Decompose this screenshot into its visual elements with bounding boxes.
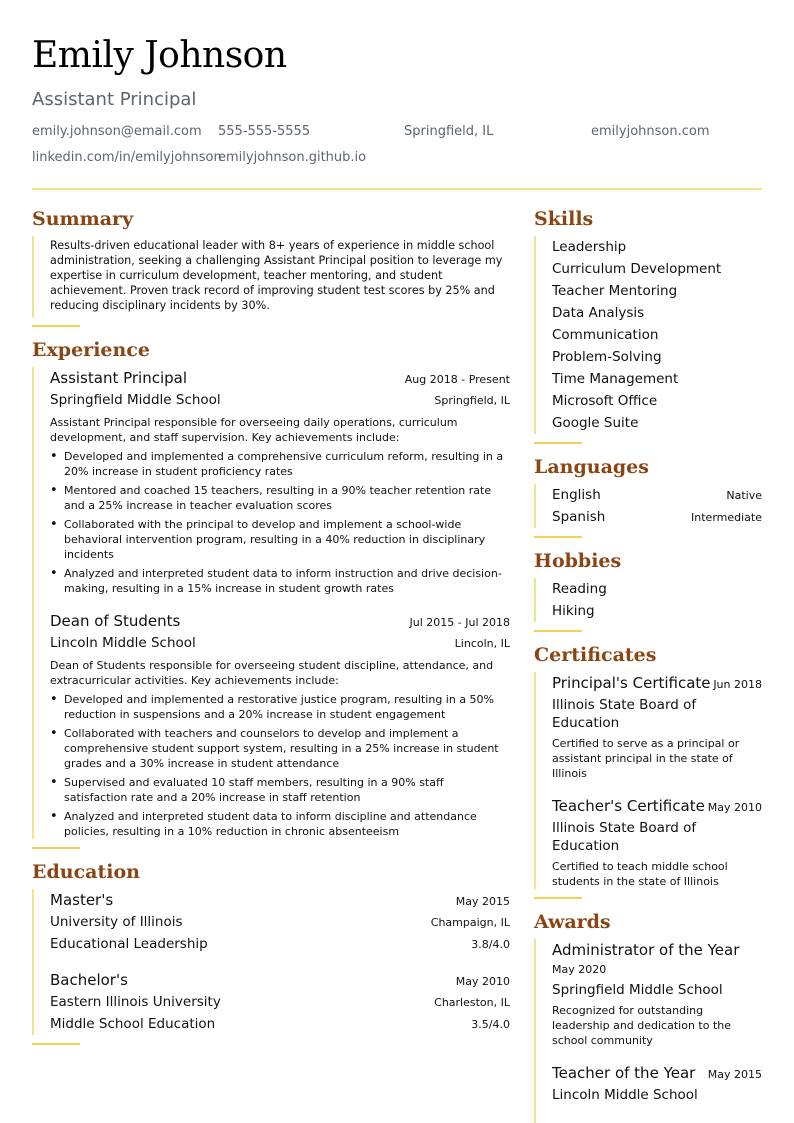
awards-section [534,909,762,1123]
main-column [32,206,510,1055]
language-level: Native [726,489,762,502]
linkedin-link[interactable]: linkedin.com/in/emilyjohnson [32,150,222,165]
job-location: Springfield, IL [434,394,510,407]
language-item [552,506,762,528]
skill-item: Leadership [552,239,627,255]
achievement-item: • Supervised and evaluated 10 staff members, resulting in a 90% staff satisfaction rate and a 20% increase in staff retention [50,775,510,805]
section-body [534,672,762,889]
section-end-bar [534,442,582,444]
summary-text: Results-driven educational leader with 8+ years of experience in middle school administration, seeking a challenging Assistant Principal position to leverage my expertise in curriculum development, teacher mentoring, and student achievement. Proven track record of improving student test scores by 25% and reducing disciplinary incidents by 30%. [50,239,503,312]
summary-section [32,206,510,327]
section-heading: Awards [534,911,611,933]
field-of-study: Educational Leadership [50,936,208,952]
field-of-study: Middle School Education [50,1016,216,1032]
hobby-item: Reading [552,581,607,597]
experience-section [32,337,510,849]
section-body [534,236,762,434]
section-end-bar [32,325,80,327]
candidate-title: Assistant Principal [32,89,197,110]
graduation-date: May 2015 [455,895,510,908]
skill-item: Microsoft Office [552,393,658,409]
award-entry [552,939,762,1048]
certificates-section [534,642,762,899]
certificate-date: May 2010 [707,801,762,814]
section-end-bar [32,1043,80,1045]
degree: Master's [50,891,114,909]
section-end-bar [534,536,582,538]
certificate-entry [552,672,762,781]
contact-info [32,124,762,176]
section-body [32,889,510,1035]
github-link[interactable]: emilyjohnson.github.io [218,150,367,165]
language-item [552,484,762,506]
award-entry [552,1062,762,1104]
achievement-item: • Analyzed and interpreted student data to inform instruction and drive decision-making, resulting in a 15% increase in student growth rates [50,566,510,596]
certificate-date: Jun 2018 [713,678,762,691]
section-body [32,367,510,839]
job-dates: Jul 2015 - Jul 2018 [409,616,510,629]
skill-item: Problem-Solving [552,349,662,365]
languages-section [534,454,762,538]
candidate-name: Emily Johnson [32,35,287,76]
section-end-bar [534,630,582,632]
certificate-description: Certified to serve as a principal or assistant principal in the state of Illinois [552,737,740,780]
experience-entry [50,610,510,839]
education-section [32,859,510,1045]
section-body [534,578,762,622]
certificate-issuer: Illinois State Board of Education [552,820,697,854]
job-description: Assistant Principal responsible for overseeing daily operations, curriculum development, and staff supervision. Key achievements include: [50,416,458,444]
section-heading: Languages [534,456,649,478]
section-end-bar [32,847,80,849]
award-name: Administrator of the Year [552,941,740,959]
skill-item: Data Analysis [552,305,645,321]
certificate-name: Teacher's Certificate [552,797,705,815]
graduation-date: May 2010 [455,975,510,988]
language-name: Spanish [552,509,606,525]
section-heading: Certificates [534,644,657,666]
phone-number: 555-555-5555 [218,124,311,139]
school-location: Charleston, IL [434,996,510,1009]
degree: Bachelor's [50,971,128,989]
achievement-item: • Mentored and coached 15 teachers, resulting in a 90% teacher retention rate and a 25% increase in teacher evaluation scores [50,483,510,513]
experience-entry [50,367,510,596]
achievement-item: • Developed and implemented a comprehensive curriculum reform, resulting in a 20% increase in student proficiency rates [50,449,510,479]
award-date: May 2015 [707,1068,762,1081]
education-entry [50,969,510,1035]
section-heading: Hobbies [534,550,622,572]
hobby-item: Hiking [552,603,595,619]
section-body [32,236,510,317]
section-heading: Skills [534,208,594,230]
achievement-item: • Collaborated with the principal to develop and implement a school-wide behavioral intervention program, resulting in a 40% reduction in disciplinary incidents [50,517,510,562]
job-title: Assistant Principal [50,369,188,387]
achievement-list [50,449,510,596]
school-location: Champaign, IL [430,916,510,929]
website-link[interactable]: emilyjohnson.com [591,124,710,139]
job-dates: Aug 2018 - Present [404,373,510,386]
award-description: Recognized for outstanding leadership and dedication to the school community [552,1004,732,1047]
skills-section [534,206,762,444]
section-body [534,484,762,528]
employer: Lincoln Middle School [50,635,196,651]
section-body [534,939,762,1123]
skill-item: Time Management [552,371,679,387]
skill-item: Communication [552,327,659,343]
achievement-list [50,692,510,839]
school: Eastern Illinois University [50,994,221,1010]
education-entry [50,889,510,955]
certificate-entry [552,795,762,889]
side-column [534,206,762,1123]
employer: Springfield Middle School [50,392,221,408]
achievement-item: • Analyzed and interpreted student data to inform discipline and attendance policies, resulting in a 10% reduction in chronic absenteeism [50,809,510,839]
header-divider [32,188,762,190]
achievement-item: • Collaborated with teachers and counselors to develop and implement a comprehensive student support system, resulting in a 25% increase in student grades and a 30% increase in student attendance [50,726,510,771]
school: University of Illinois [50,914,183,930]
language-name: English [552,487,601,503]
award-name: Teacher of the Year [552,1064,696,1082]
award-org: Springfield Middle School [552,982,723,998]
section-end-bar [534,897,582,899]
email-link[interactable]: emily.johnson@email.com [32,124,202,139]
job-location: Lincoln, IL [454,637,510,650]
certificate-name: Principal's Certificate [552,674,711,692]
skill-item: Google Suite [552,415,639,431]
section-heading: Experience [32,339,150,361]
language-level: Intermediate [691,511,762,524]
job-description: Dean of Students responsible for overseeing student discipline, attendance, and extracurricular activities. Key achievements include: [50,659,494,687]
certificate-description: Certified to teach middle school students in the state of Illinois [552,860,728,888]
section-heading: Education [32,861,140,883]
job-title: Dean of Students [50,612,181,630]
hobbies-section [534,548,762,632]
gpa: 3.5/4.0 [471,1018,510,1031]
certificate-issuer: Illinois State Board of Education [552,697,697,731]
section-heading: Summary [32,208,134,230]
gpa: 3.8/4.0 [471,938,510,951]
achievement-item: • Developed and implemented a restorative justice program, resulting in a 50% reduction in suspensions and a 20% increase in student engagement [50,692,510,722]
skill-item: Teacher Mentoring [552,283,678,299]
award-date: May 2020 [552,963,607,976]
location: Springfield, IL [404,124,494,139]
award-org: Lincoln Middle School [552,1087,698,1103]
skill-item: Curriculum Development [552,261,722,277]
resume-header [32,30,762,176]
